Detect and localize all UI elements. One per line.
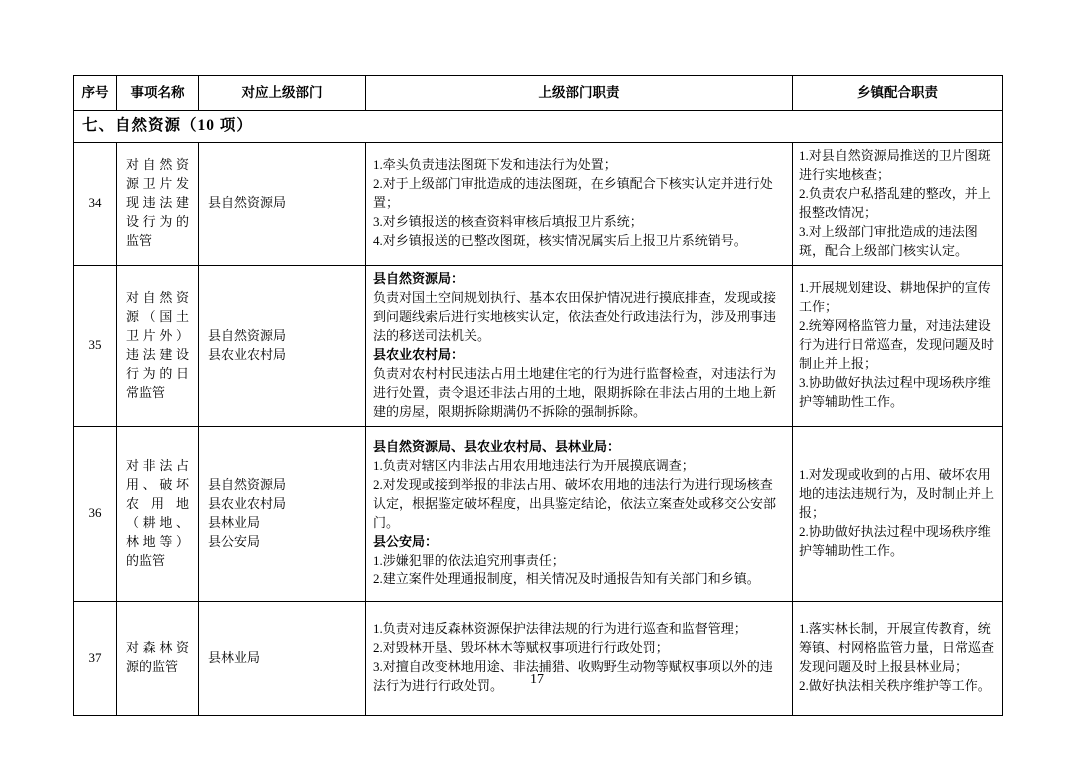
duty-line: 县自然资源局： — [373, 270, 465, 286]
item-name: 对自然资源卫片发现违法建设行为的监管 — [117, 143, 199, 266]
header-township-duties: 乡镇配合职责 — [793, 76, 1003, 111]
township-duty-line: 1.对发现或收到的占用、破坏农用地的违法违规行为，及时制止并上报； — [799, 467, 995, 521]
duty-line: 1.负责对违反森林资源保护法律法规的行为进行巡查和监督管理； — [373, 621, 747, 637]
township-duties — [793, 426, 1003, 601]
header-superior-duties: 上级部门职责 — [366, 76, 793, 111]
row-number: 34 — [74, 143, 117, 266]
superior-duties — [366, 265, 793, 426]
item-name: 对非法占用、破坏农用地（耕地、林地等）的监管 — [117, 426, 199, 601]
department-line: 县林业局 — [208, 514, 261, 530]
superior-departments — [199, 143, 366, 266]
department-line: 县自然资源局 — [208, 476, 287, 492]
superior-departments — [199, 426, 366, 601]
township-duties — [793, 143, 1003, 266]
header-superior-dept: 对应上级部门 — [199, 76, 366, 111]
duty-line: 2.建立案件处理通报制度，相关情况及时通报告知有关部门和乡镇。 — [373, 571, 760, 587]
superior-departments — [199, 601, 366, 715]
township-duty-line: 1.开展规划建设、耕地保护的宣传工作； — [799, 280, 991, 315]
department-line: 县自然资源局 — [208, 327, 287, 343]
responsibility-table — [73, 75, 1003, 716]
township-duties — [793, 601, 1003, 715]
header-item-name: 事项名称 — [117, 76, 199, 111]
section-title: 七、自然资源（10 项） — [74, 111, 1003, 143]
department-line: 县林业局 — [208, 649, 261, 665]
duty-line: 县农业农村局： — [373, 346, 465, 362]
department-line: 县农业农村局 — [208, 346, 287, 362]
item-name: 对森林资源的监管 — [117, 601, 199, 715]
superior-duties — [366, 143, 793, 266]
department-line: 县农业农村局 — [208, 495, 287, 511]
table-body — [74, 143, 1003, 716]
township-duty-line: 2.统筹网格监管力量，对违法建设行为进行日常巡查，发现问题及时制止并上报； — [799, 318, 995, 372]
row-number: 37 — [74, 601, 117, 715]
duty-line: 1.涉嫌犯罪的依法追究刑事责任； — [373, 552, 565, 568]
superior-duties — [366, 426, 793, 601]
table-header-row — [74, 76, 1003, 111]
table-row — [74, 426, 1003, 601]
superior-departments — [199, 265, 366, 426]
township-duty-line: 2.做好执法相关秩序维护等工作。 — [799, 678, 991, 694]
department-line: 县公安局 — [208, 533, 261, 549]
row-number: 36 — [74, 426, 117, 601]
page-number: 17 — [530, 672, 544, 687]
duty-line: 1.牵头负责违法图斑下发和违法行为处置； — [373, 157, 617, 173]
duty-line: 3.对乡镇报送的核查资料审核后填报卫片系统； — [373, 214, 643, 230]
township-duties — [793, 265, 1003, 426]
table-row — [74, 265, 1003, 426]
duty-line: 4.对乡镇报送的已整改图斑，核实情况属实后上报卫片系统销号。 — [373, 233, 747, 249]
row-number: 35 — [74, 265, 117, 426]
township-duty-line: 1.对县自然资源局推送的卫片图斑进行实地核查； — [799, 148, 991, 182]
duty-line: 负责对农村村民违法占用土地建住宅的行为进行监督检查，对违法行为进行处置，责令退还非法占用的土地，限期拆除在非法占用的土地上新建的房屋，限期拆除期满仍不拆除的强制拆除。 — [373, 365, 777, 419]
duty-line: 县自然资源局、县农业农村局、县林业局： — [373, 438, 621, 454]
table-row — [74, 143, 1003, 266]
township-duty-line: 3.协助做好执法过程中现场秩序维护等辅助性工作。 — [799, 375, 991, 410]
duty-line: 2.对发现或接到举报的非法占用、破坏农用地的违法行为进行现场核查认定，根据鉴定破坏程度，出具鉴定结论，依法立案查处或移交公安部门。 — [373, 476, 777, 530]
township-duty-line: 1.落实林长制，开展宣传教育，统筹镇、村网格监管力量，日常巡查发现问题及时上报县林业局； — [799, 621, 995, 675]
duty-line: 2.对于上级部门审批造成的违法图斑，在乡镇配合下核实认定并进行处置； — [373, 176, 773, 211]
duty-line: 县公安局： — [373, 533, 439, 549]
township-duty-line: 2.负责农户私搭乱建的整改，并上报整改情况； — [799, 185, 991, 220]
item-name: 对自然资源（国土卫片外）违法建设行为的日常监管 — [117, 265, 199, 426]
duty-line: 3.对擅自改变林地用途、非法捕猎、收购野生动物等赋权事项以外的违法行为进行行政处罚。 — [373, 659, 773, 694]
superior-duties — [366, 601, 793, 715]
duty-line: 1.负责对辖区内非法占用农用地违法行为开展摸底调查； — [373, 457, 695, 473]
township-duty-line: 3.对上级部门审批造成的违法图斑，配合上级部门核实认定。 — [799, 223, 978, 258]
township-duty-line: 2.协助做好执法过程中现场秩序维护等辅助性工作。 — [799, 524, 991, 559]
department-line: 县自然资源局 — [208, 195, 287, 211]
duty-line: 2.对毁林开垦、毁坏林木等赋权事项进行行政处罚； — [373, 640, 669, 656]
duty-line: 负责对国土空间规划执行、基本农田保护情况进行摸底排查，发现或接到问题线索后进行实地核实认定，依法查处行政违法行为，涉及刑事违法的移送司法机关。 — [373, 289, 777, 343]
section-row — [74, 111, 1003, 143]
table-row — [74, 601, 1003, 715]
header-seq-no: 序号 — [74, 76, 117, 111]
